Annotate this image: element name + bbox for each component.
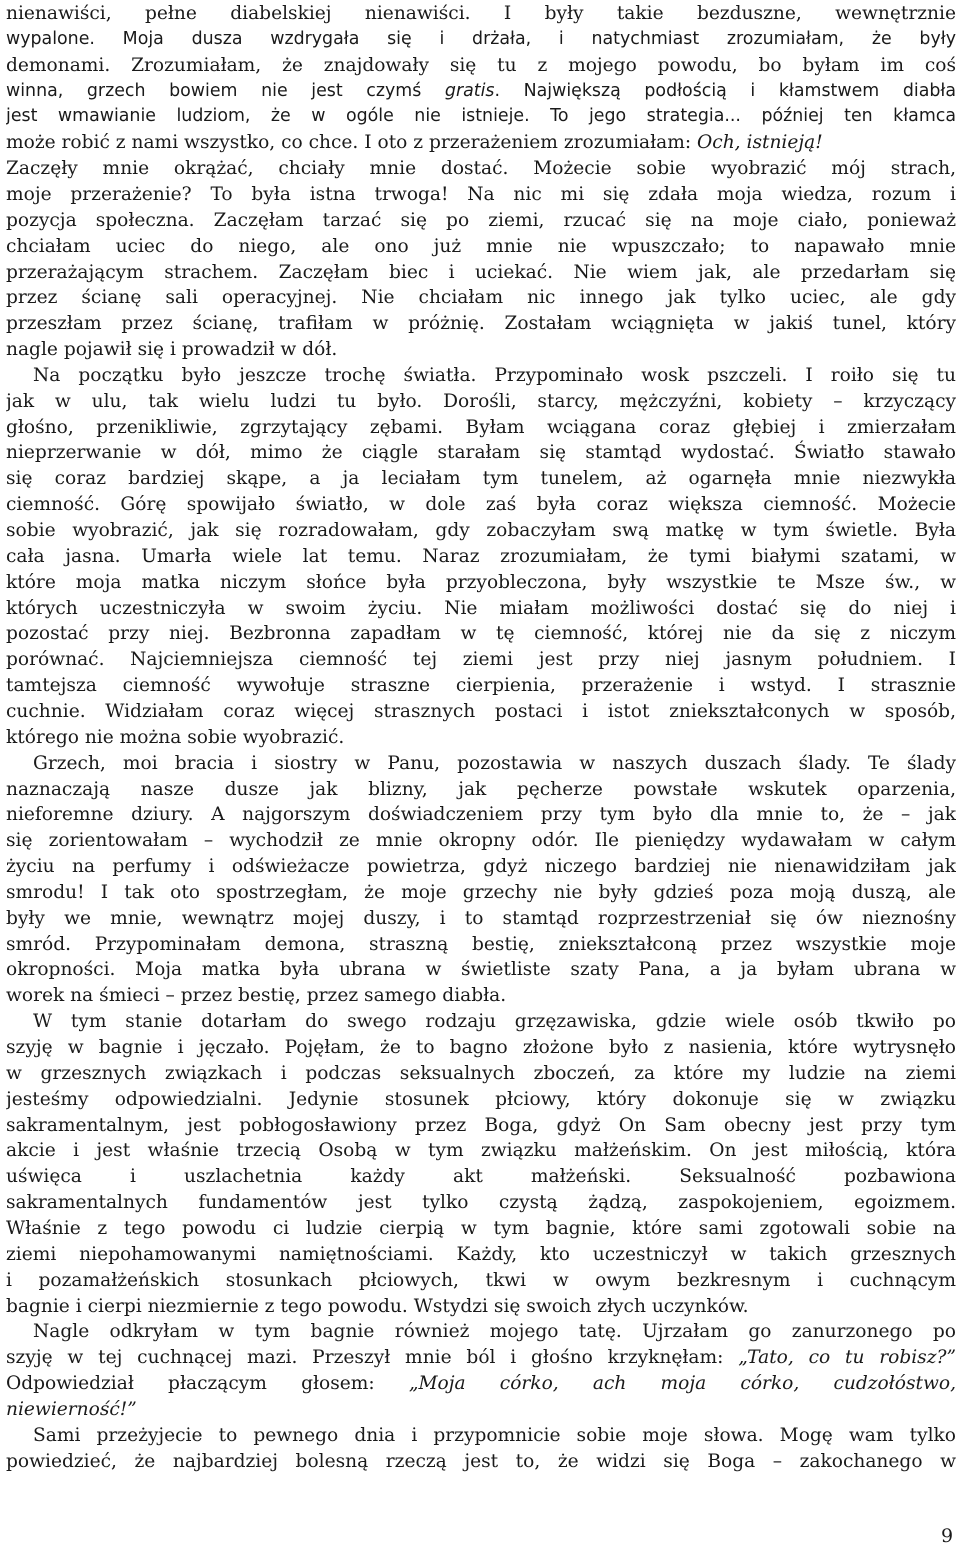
- text-line: których uczestniczyła w swoim życiu. Nie miałam możliwości dostać się do niej i: [6, 597, 956, 619]
- text-line: cuchnie. Widziałam coraz więcej strasznych postaci i istot zniekształconych w sposób,: [6, 700, 956, 722]
- text-line: porównać. Najciemniejsza ciemność tej ziemi jest przy niej jasnym południem. I: [6, 649, 956, 671]
- text-line: ziemi niepohamowanymi namiętnościami. Każdy, kto uczestniczył w takich grzesznych: [6, 1243, 956, 1265]
- page-number: 9: [941, 1525, 954, 1547]
- text-line: chciałam uciec do niego, ale ono już mnie nie wpuszczało; to napawało mnie: [6, 235, 956, 257]
- text-line: nieprzerwanie w dół, mimo że ciągle starałam się stamtąd wydostać. Światło stawało: [6, 442, 956, 464]
- text-line: które moja matka niczym słońce była przyobleczona, były wszystkie te Msze św., w: [6, 571, 956, 593]
- text-line: sakramentalnym, jest pobłogosławiony przez Boga, gdyż On Sam obecny jest przy tym: [6, 1114, 956, 1136]
- text-line: Właśnie z tego powodu ci ludzie cierpią w tym bagnie, które sami zgotowali sobie na: [6, 1217, 956, 1239]
- text-line: nienawiści, pełne diabelskiej nienawiści. I były takie bezduszne, wewnętrznie: [6, 3, 956, 24]
- text-line: jesteśmy odpowiedzialni. Jedynie stosunek płciowy, który dokonuje się w związku: [6, 1088, 956, 1110]
- text-line: Odpowiedział płaczącym głosem: „Moja córko, ach moja córko, cudzołóstwo,: [6, 1373, 956, 1395]
- text-line: nagle pojawił się i prowadził w dół.: [6, 339, 338, 361]
- text-line: Sami przeżyjecie to pewnego dnia i przypomnicie sobie moje słowa. Mogę wam tylko: [33, 1424, 956, 1446]
- text-line: naznaczają nasze dusze jak blizny, jak pęcherze powstałe wskutek oparzenia,: [6, 778, 956, 800]
- text-line: może robić z nami wszystko, co chce. I oto z przerażeniem zrozumiałam: Och, istnieją!: [6, 132, 823, 154]
- text-line: i pozamałżeńskich stosunkach płciowych, tkwi w owym bezkresnym i cuchnącym: [6, 1269, 956, 1291]
- text-line: winna, grzech bowiem nie jest czymś gratis. Największą podłością i kłamstwem diabła: [6, 80, 956, 101]
- text-line: moje przerażenie? To była istna trwoga! Na nic mi się zdała moja wiedza, rozum i: [6, 183, 956, 205]
- text-line: pozostać przy niej. Bezbronna zapadłam w tę ciemność, której nie da się z niczym: [6, 623, 956, 645]
- text-line: się zorientowałam – wychodził ze mnie okropny odór. Ile pieniędzy wydawałam w całym: [6, 830, 956, 852]
- text-line: [6, 1397, 956, 1423]
- text-line: cała jasna. Umarła wiele lat temu. Naraz zrozumiałam, że tymi białymi szatami, w: [6, 545, 956, 567]
- text-line: sobie wyobrazić, jak się rozradowałam, gdy zobaczyłam swą matkę w tym świetle. Była: [6, 520, 956, 541]
- text-line: demonami. Zrozumiałam, że znajdowały się tu z mojego powodu, bo byłam im coś: [6, 54, 956, 76]
- italic-span: Och, istnieją!: [697, 132, 823, 154]
- text-line: Nagle odkryłam w tym bagnie również mojego tatę. Ujrzałam go zanurzonego po: [33, 1321, 956, 1343]
- text-line: Grzech, moi bracia i siostry w Panu, pozostawia w naszych duszach ślady. Te ślady: [33, 752, 956, 774]
- italic-span: niewierność!”: [6, 1398, 137, 1420]
- text-line: sakramentalnych fundamentów jest tylko czystą żądzą, zaspokojeniem, egoizmem.: [6, 1192, 956, 1214]
- text-line: akcie i jest właśnie trzecią Osobą w tym związku małżeńskim. On jest miłością, która: [6, 1140, 956, 1162]
- text-line: smród. Przypominałam demona, straszną bestię, zniekształconą przez wszystkie moje: [6, 933, 956, 955]
- text-line: ciemność. Górę spowijało światło, w dole zaś była coraz większa ciemność. Możecie: [6, 494, 956, 516]
- text-line: pozycja społeczna. Zaczęłam tarzać się po ziemi, rzucać się na moje ciało, ponieważ: [6, 209, 956, 231]
- text-line: smrodu! I tak oto spostrzegłam, że moje grzechy nie były gdzieś poza moją duszą, ale: [6, 881, 956, 903]
- text-line: szyję w bagnie i jęczało. Pojęłam, że to bagno złożone było z nasienia, które wytrysnęło: [6, 1037, 956, 1058]
- text-line: bagnie i cierpi niezmiernie z tego powodu. Wstydzi się swoich złych uczynków.: [6, 1295, 749, 1317]
- text-line: tamtejsza ciemność wywołuje straszne cierpienia, przerażenie i wstyd. I strasznie: [6, 675, 956, 697]
- text-line: jak w ulu, tak wielu ludzi tu było. Dorośli, starcy, mężczyźni, kobiety – krzyczący: [6, 390, 956, 412]
- text-line: szyję w tej cuchnącej mazi. Przeszył mnie ból i głośno krzyknęłam: „Tato, co tu robisz?”: [6, 1347, 956, 1369]
- italic-span: „Moja córko, ach moja córko, cudzołóstwo,: [408, 1373, 956, 1395]
- italic-span: gratis: [444, 80, 495, 101]
- text-line: uświęca i uszlachetnia każdy akt małżeński. Seksualność pozbawiona: [6, 1166, 956, 1188]
- text-line: przeszłam przez ścianę, trafiłam w próżnię. Zostałam wciągnięta w jakiś tunel, który: [6, 313, 956, 335]
- text-line: powiedzieć, że najbardziej bolesną rzeczą jest to, że widzi się Boga – zakochanego w: [6, 1450, 956, 1472]
- text-line: okropności. Moja matka była ubrana w świetliste szaty Pana, a ja byłam ubrana w: [6, 959, 956, 981]
- text-line: się coraz bardziej skąpe, a ja leciałam tym tunelem, aż ogarnęła mnie niezwykła: [6, 468, 956, 490]
- text-line: przerażającym strachem. Zaczęłam biec i uciekać. Nie wiem jak, ale przedarłam się: [6, 261, 956, 283]
- text-line: Zaczęły mnie okrążać, chciały mnie dostać. Możecie sobie wyobrazić mój strach,: [6, 158, 956, 180]
- text-line: Na początku było jeszcze trochę światła. Przypominało wosk pszczeli. I roiło się tu: [33, 364, 956, 386]
- text-line: wypalone. Moja dusza wzdrygała się i drżała, i natychmiast zrozumiałam, że były: [6, 28, 956, 49]
- text-line: głośno, przenikliwie, zgrzytający zębami. Byłam wciągana coraz głębiej i zmierzałam: [6, 416, 956, 438]
- text-line: życiu na perfumy i odświeżacze powietrza, gdyż niczego bardziej nie nienawidziłam jak: [6, 856, 956, 878]
- text-line: którego nie można sobie wyobrazić.: [6, 726, 345, 748]
- text-line: nieforemne dziury. A najgorszym doświadczeniem przy tym było dla mnie to, że – jak: [6, 804, 956, 826]
- text-line: w grzesznych związkach i podczas seksualnych zboczeń, za które my ludzie na ziemi: [6, 1062, 956, 1084]
- text-line: W tym stanie dotarłam do swego rodzaju grzęzawiska, gdzie wiele osób tkwiło po: [33, 1011, 956, 1033]
- text-line: były we mnie, wewnątrz mojej duszy, i to stamtąd rozprzestrzeniał się ów nieznośny: [6, 907, 956, 929]
- text-line: worek na śmieci – przez bestię, przez samego diabła.: [6, 985, 507, 1007]
- italic-span: „Tato, co tu robisz?”: [738, 1347, 956, 1369]
- text-line: przez ścianę sali operacyjnej. Nie chciałam nic innego jak tylko uciec, ale gdy: [6, 287, 956, 309]
- text-line: jest wmawianie ludziom, że w ogóle nie istnieje. To jego strategia... później ten kłamca: [6, 106, 956, 127]
